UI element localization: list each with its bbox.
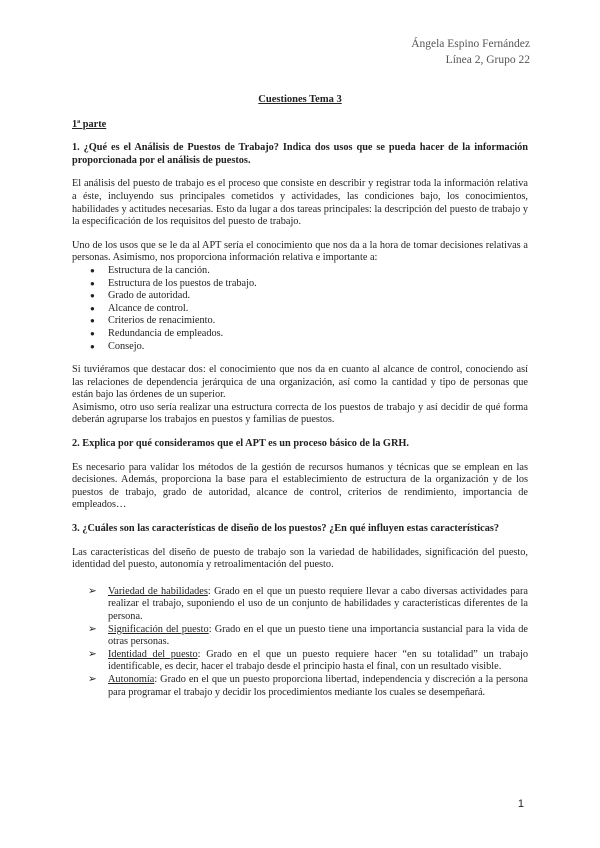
item-text: : Grado en el que un puesto requiere llevar a cabo diversas actividades para realizar el trabajo, suponiendo el uso de un conjunto de habilidades y características diferentes de la persona. [108,585,528,622]
list-item [72,674,528,699]
item-text: : Grado en el que un puesto proporciona libertad, independencia y discreción a la persona para programar el trabajo y decidir los procedimientos mediante los cuales se desempeñará. [108,673,528,698]
arrow-bullet-icon: ➢ [88,585,97,597]
item-term: Identidad del puesto [108,648,198,660]
item-text: : Grado en el que un puesto tiene una importancia sustancial para la vida de otras personas. [108,623,529,648]
author-name: Ángela Espino Fernández [411,38,530,50]
item-term: Autonomía [108,673,155,685]
answer-3-arrow-list [72,586,528,699]
list-item: ● Criterios de renacimiento. [72,315,528,328]
document-body [72,94,528,699]
page-header [411,36,530,68]
answer-1-paragraph-4: Asimismo, otro uso sería realizar una estructura correcta de los puestos de trabajo y así decidir de qué forma deberán agruparse los trabajos en puestos y familias de puestos. [72,401,528,426]
question-1: 1. ¿Qué es el Análisis de Puestos de Trabajo? Indica dos usos que se pueda hacer de la información proporcionada por el análisis de puestos. [72,142,528,166]
answer-1-bullet-list [72,265,528,353]
list-item: ● Redundancia de empleados. [72,328,528,341]
list-item: ● Consejo. [72,341,528,354]
list-item [72,649,528,674]
list-item: ● Grado de autoridad. [72,290,528,303]
list-item: ● Alcance de control. [72,303,528,316]
page-number: 1 [517,798,524,810]
question-3: 3. ¿Cuáles son las características de diseño de los puestos? ¿En qué influyen estas características? [72,523,500,535]
list-item: ● Estructura de los puestos de trabajo. [72,278,528,291]
question-2: 2. Explica por qué consideramos que el APT es un proceso básico de la GRH. [72,438,409,450]
arrow-bullet-icon: ➢ [88,623,97,635]
answer-2-paragraph-1: Es necesario para validar los métodos de la gestión de recursos humanos y técnicas que se emplean en las decisiones. Además, proporciona la base para el establecimiento de estructura de la organización y de los puestos de trabajo, grado de autoridad, alcance de control, criterios de rendimiento, importancia de empleados… [72,461,528,511]
group-label: Línea 2, Grupo 22 [445,54,530,66]
answer-3-paragraph-1: Las características del diseño de puesto de trabajo son la variedad de habilidades, significación del puesto, identidad del puesto, autonomía y retroalimentación del puesto. [72,546,528,571]
item-text: : Grado en el que un puesto requiere hacer “en su totalidad” un trabajo identificable, es decir, hacer el trabajo desde el principio hasta el final, con un resultado visible. [108,648,528,673]
item-term: Variedad de habilidades [108,585,208,597]
answer-1-paragraph-2: Uno de los usos que se le da al APT sería el conocimiento que nos da a la hora de tomar decisiones relativas a personas. Asimismo, nos proporciona información relativa e importante a: [72,239,528,264]
list-item [72,586,528,624]
list-item: ● Estructura de la canción. [72,265,528,278]
arrow-bullet-icon: ➢ [88,648,97,660]
list-item [72,624,528,649]
answer-1-paragraph-3: Si tuviéramos que destacar dos: el conocimiento que nos da en cuanto al alcance de control, conociendo así las relaciones de dependencia jerárquica de una organización, así como la cantidad y tipo de personas que están bajo las órdenes de un superior. [72,364,528,401]
document-title: Cuestiones Tema 3 [258,94,342,105]
item-term: Significación del puesto [108,623,209,635]
arrow-bullet-icon: ➢ [88,673,97,685]
part-heading: 1ª parte [72,118,107,130]
answer-1-paragraph-1: El análisis del puesto de trabajo es el proceso que consiste en describir y registrar toda la información relativa a éste, incluyendo sus principales cometidos y actividades, las condiciones bajo, los conocimientos, habilidades y actitudes necesarias. Esto da lugar a dos tareas principales: la descripción del puesto de trabajo y la especificación de los requisitos del puesto de trabajo. [72,178,528,228]
